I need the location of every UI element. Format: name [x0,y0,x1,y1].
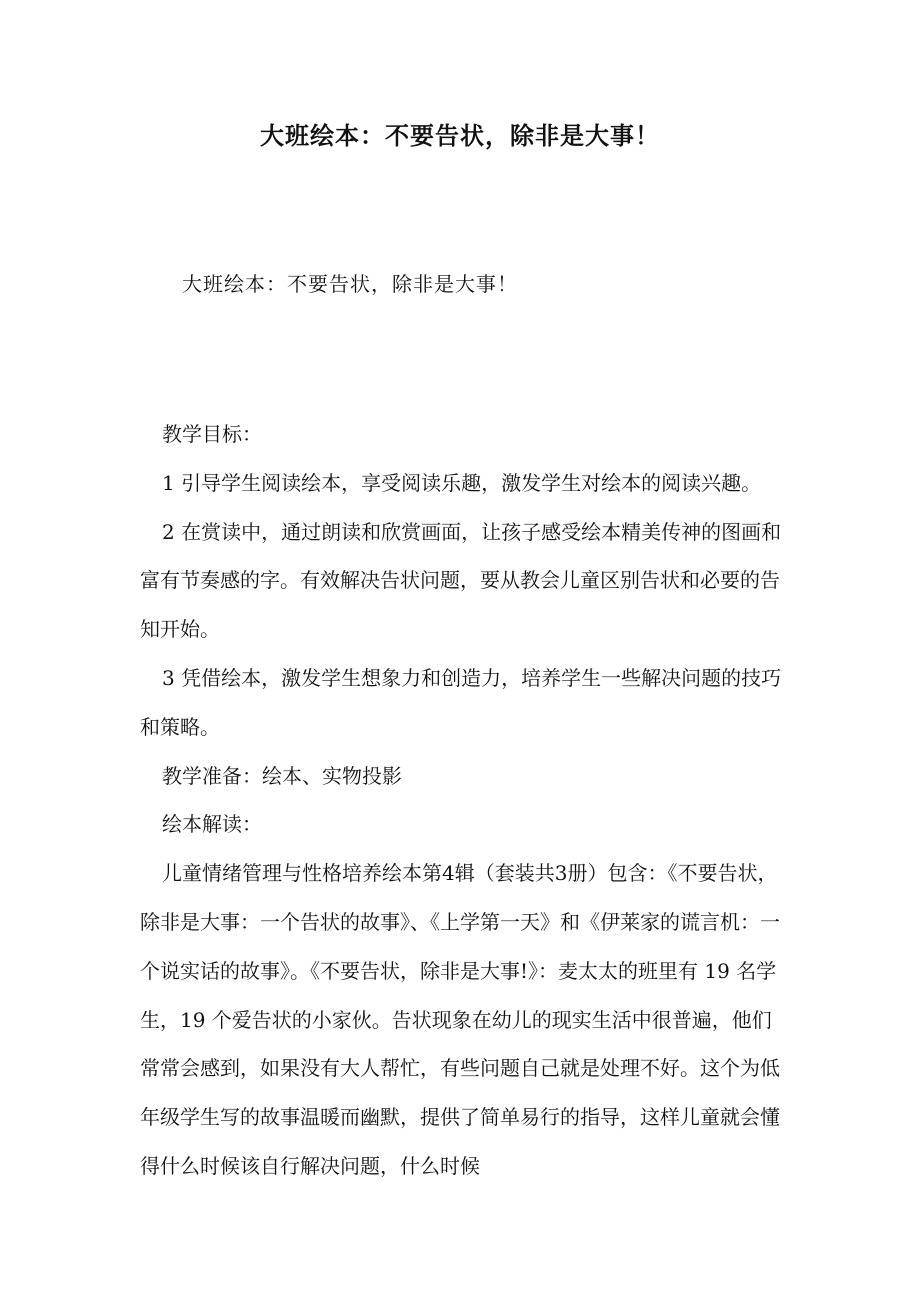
section-preparation: 教学准备：绘本、实物投影 [162,763,402,788]
section-heading-objectives: 教学目标： [162,422,262,446]
objective-2: 2 在赏读中，通过朗读和欣赏画面，让孩子感受绘本精美传神的图画和富有节奏感的字。有效解决告状问题，要从教会儿童区别告状和必要的告知开始。 [140,519,782,642]
interpretation-paragraph: 儿童情绪管理与性格培养绘本第4辑（套装共3册）包含：《不要告状，除非是大事：一个告状的故事》、《上学第一天》和《伊莱家的谎言机：一个说实话的故事》。《不要告状，除非是大事!》：麦太太的班里有 19 名学生，19 个爱告状的小家伙。告状现象在幼儿的现实生活中很普遍，他们常常会感到，如果没有大人帮忙，有些问题自己就是处理不好。这个为低年级学生写的故事温暖而幽默，提供了简单易行的指导，这样儿童就会懂得什么时候该自行解决问题，什么时候 [140,861,780,1178]
document-body [140,410,790,1191]
section-heading-interpretation: 绘本解读： [162,812,262,837]
objective-1: 1 引导学生阅读绘本，享受阅读乐趣，激发学生对绘本的阅读兴趣。 [162,470,762,495]
document-subtitle: 大班绘本：不要告状，除非是大事！ [182,272,518,296]
document-title: 大班绘本：不要告状，除非是大事！ [260,122,660,150]
objective-3: 3 凭借绘本，激发学生想象力和创造力，培养学生一些解决问题的技巧和策略。 [140,665,782,739]
